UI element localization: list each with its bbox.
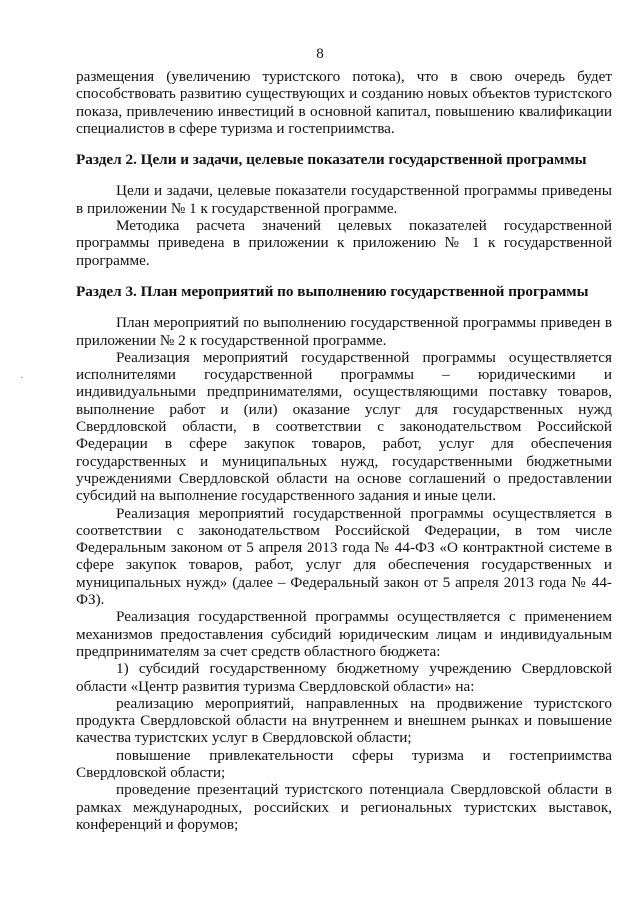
list-item-presentations: проведение презентаций туристского потенциала Свердловской области в рамках международных, российских и региональных туристских выставок, конференций и форумов; <box>76 781 612 833</box>
paragraph-action-plan: План мероприятий по выполнению государственной программы приведен в приложении № 2 к государственной программе. <box>76 314 612 349</box>
paragraph-methodology: Методика расчета значений целевых показателей государственной программы приведена в приложении к приложению № 1 к государственной программе. <box>76 217 612 269</box>
list-item-attractiveness: повышение привлекательности сферы туризма и гостеприимства Свердловской области; <box>76 746 612 781</box>
paragraph-implementation-executors: Реализация мероприятий государственной программы осуществляется исполнителями государственной программы – юридическими и индивидуальными предпринимателями, осуществляющими поставку товаров, выполнение работ и (или) оказание услуг для государственных нужд Свердловской области, в соответствии с законодательством Российской Федерации в сфере закупок товаров, работ, услуг для обеспечения государственных и муниципальных нужд, государственными бюджетными учреждениями Свердловской области на основе соглашений о предоставлении субсидий на выполнение государственного задания и иные цели. <box>76 348 612 505</box>
paragraph-subsidy-mechanisms: Реализация государственной программы осуществляется с применением механизмов предоставления субсидий юридическим лицам и индивидуальным предпринимателям за счет средств областного бюджета: <box>76 608 612 660</box>
page-number: 8 <box>316 46 324 62</box>
scan-edge-mark: · <box>20 373 24 384</box>
paragraph-goals: Цели и задачи, целевые показатели государственной программы приведены в приложении № 1 к государственной программе. <box>76 182 612 217</box>
paragraph-implementation-law: Реализация мероприятий государственной программы осуществляется в соответствии с законодательством Российской Федерации, в том числе Федеральным законом от 5 апреля 2013 года № 44-ФЗ «О контрактной системе в сфере закупок товаров, работ, услуг для обеспечения государственных и муниципальных нужд» (далее – Федеральный закон от 5 апреля 2013 года № 44-ФЗ). <box>76 504 612 609</box>
section-2-heading: Раздел 2. Цели и задачи, целевые показатели государственной программы <box>76 151 587 169</box>
paragraph-intro-continuation: размещения (увеличению туристского потока), что в свою очередь будет способствовать развитию существующих и созданию новых объектов туристского показа, привлечению инвестиций в основной капитал, повышению квалификации специалистов в сфере туризма и гостеприимства. <box>76 68 612 137</box>
document-body <box>76 68 612 833</box>
list-item-subsidy-1: 1) субсидий государственному бюджетному учреждению Свердловской области «Центр развития туризма Свердловской области» на: <box>76 660 612 695</box>
section-3-heading: Раздел 3. План мероприятий по выполнению государственной программы <box>76 282 589 300</box>
list-item-promotion: реализацию мероприятий, направленных на продвижение туристского продукта Свердловской области на внутреннем и внешнем рынках и повышение качества туристских услуг в Свердловской области; <box>76 694 612 747</box>
